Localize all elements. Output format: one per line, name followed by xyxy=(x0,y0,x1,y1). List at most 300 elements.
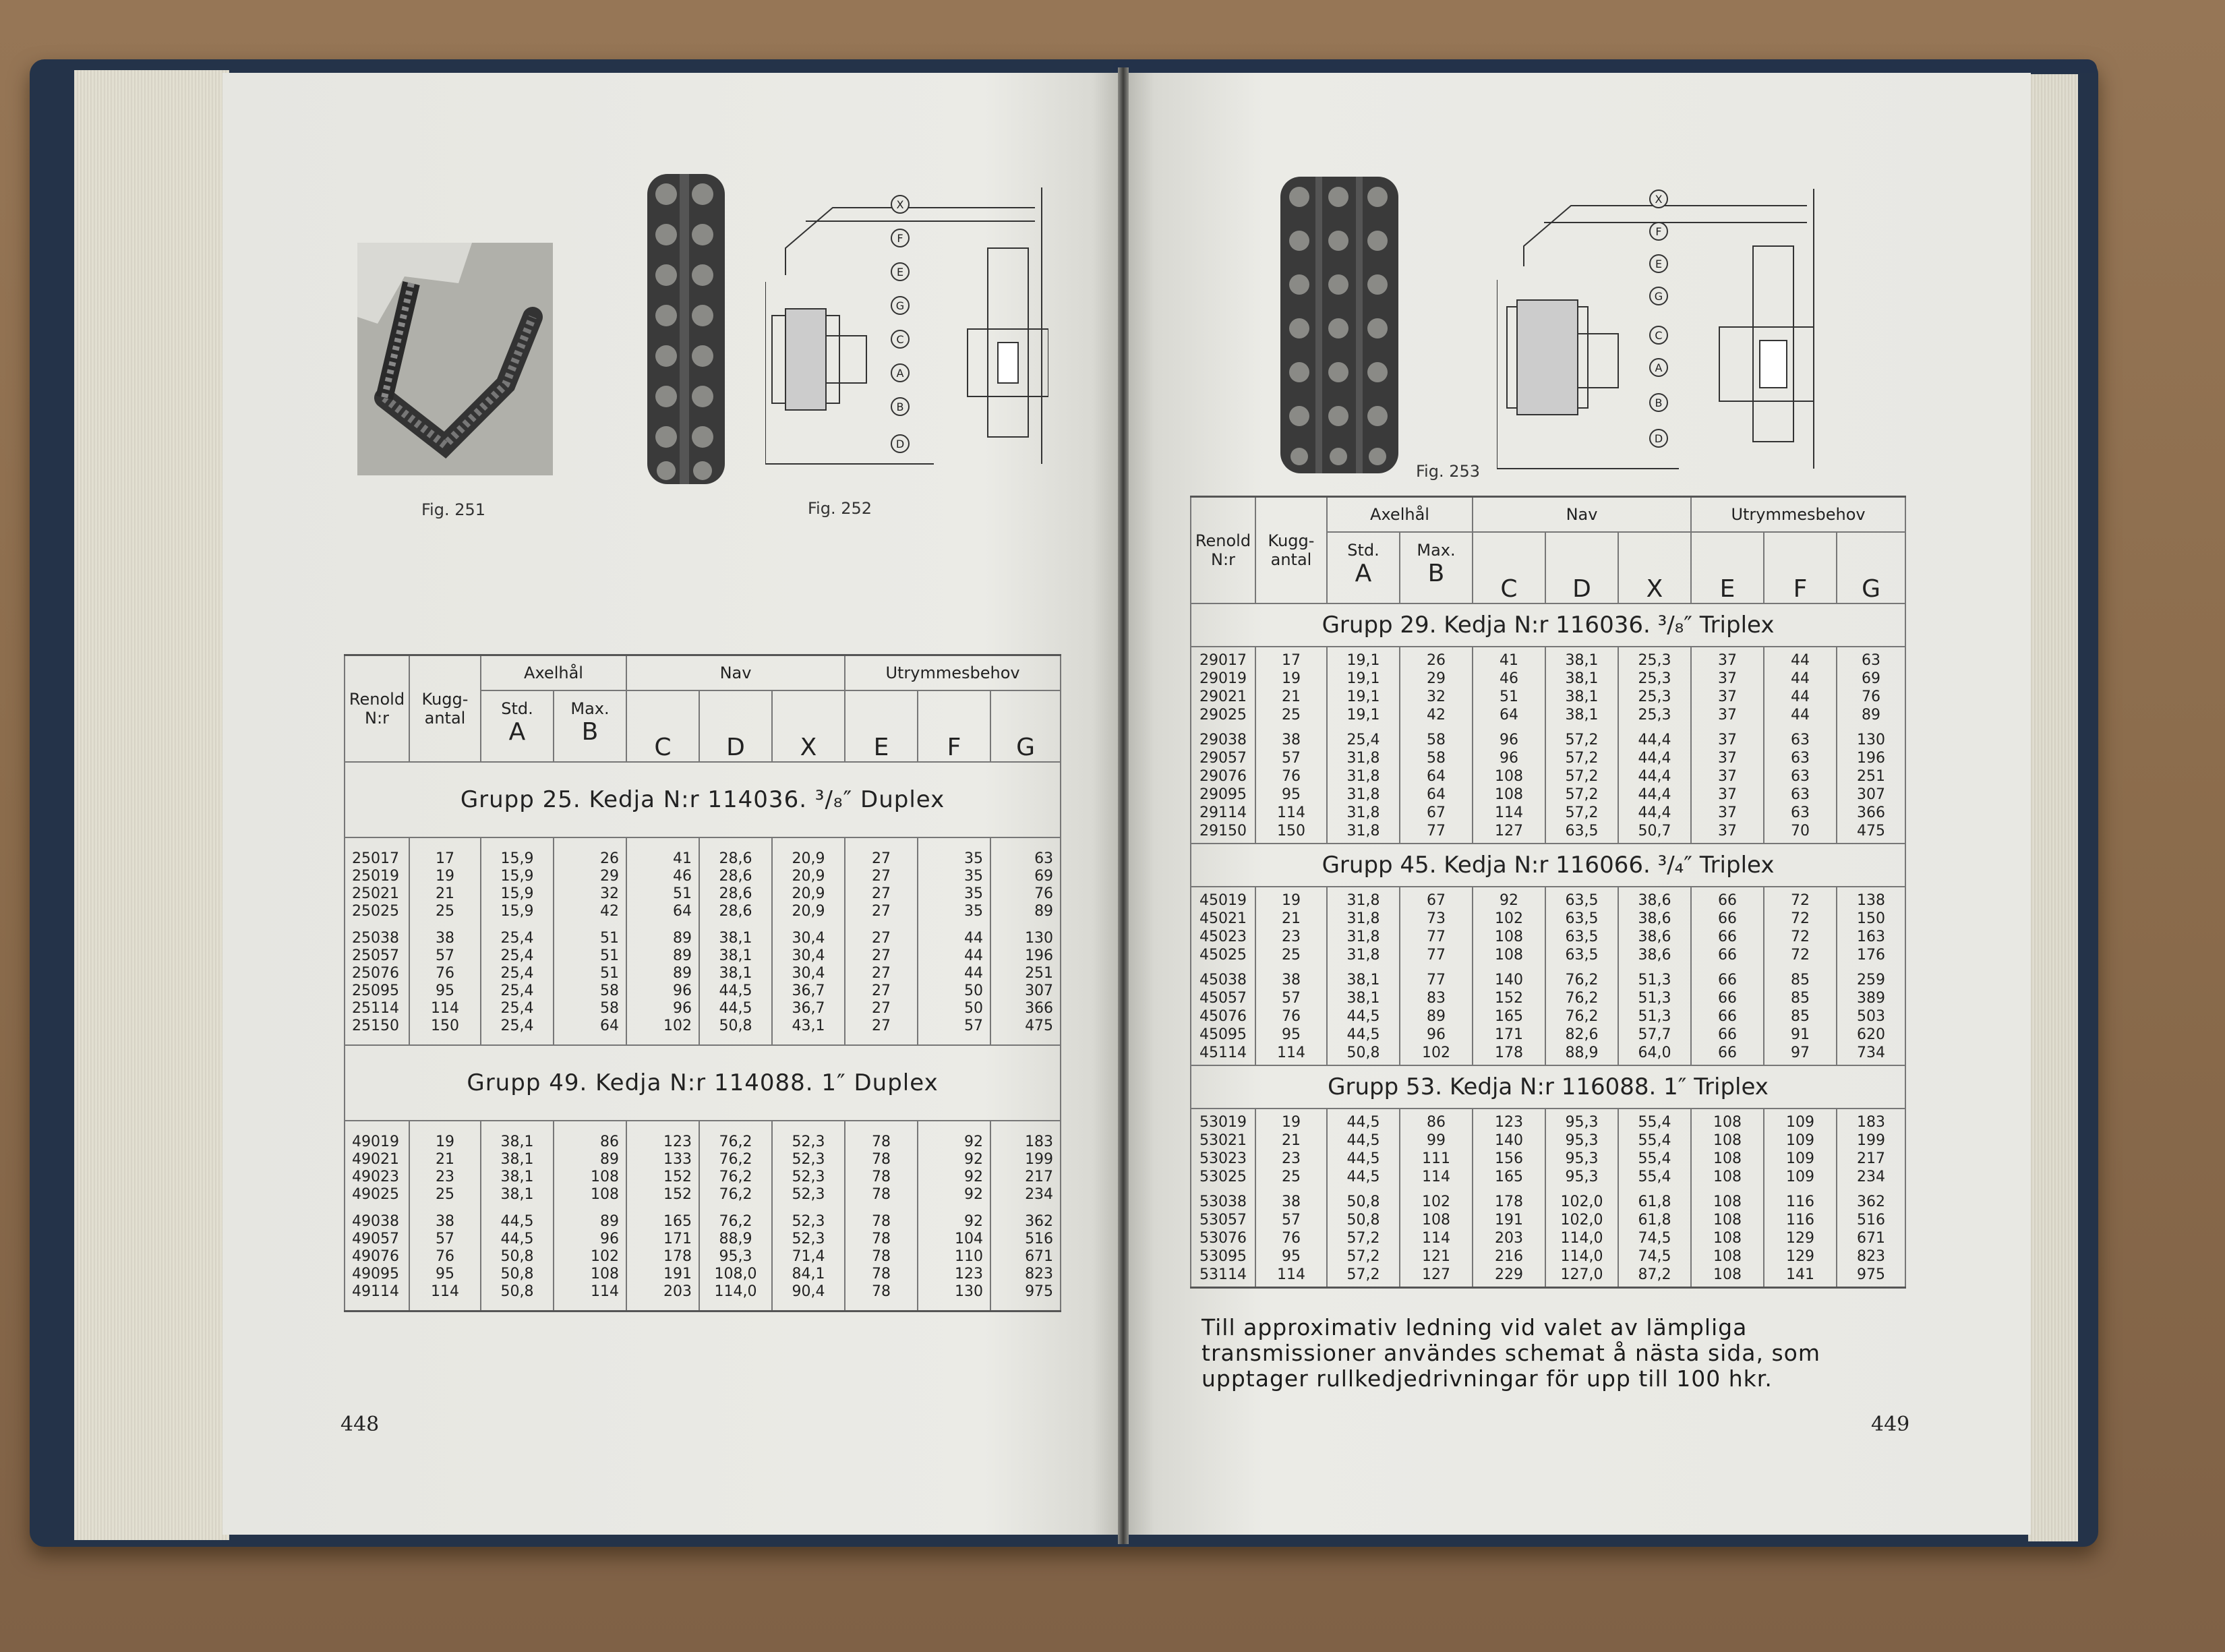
cell-c xyxy=(1473,647,1545,844)
table-row xyxy=(345,1121,1061,1311)
col-header-b: B xyxy=(554,718,626,762)
cell-value: 92 xyxy=(964,1133,984,1150)
fig-251-caption: Fig. 251 xyxy=(421,500,486,519)
cell-value: 141 xyxy=(1786,1266,1815,1283)
cell-value: 30,4 xyxy=(792,930,825,947)
cell-value: 44,5 xyxy=(1346,1026,1380,1043)
cell-value: 30,4 xyxy=(792,965,825,982)
cell-value: 823 xyxy=(1025,1266,1054,1282)
cell-value: 114 xyxy=(1495,804,1523,821)
cell-value: 45114 xyxy=(1199,1044,1247,1061)
cell-block xyxy=(554,1213,619,1310)
cell-value: 102 xyxy=(663,1017,692,1034)
cell-value: 183 xyxy=(1025,1133,1054,1150)
cell-value: 109 xyxy=(1786,1114,1815,1131)
cell-kugg xyxy=(409,837,481,1045)
cell-d xyxy=(1545,1109,1618,1288)
cell-block xyxy=(352,1213,409,1310)
cell-value: 64,0 xyxy=(1638,1044,1671,1061)
cell-value: 116 xyxy=(1786,1193,1815,1210)
cell-value: 38,1 xyxy=(719,965,752,982)
cell-value: 475 xyxy=(1025,1017,1054,1034)
cell-block xyxy=(1837,887,1905,967)
cell-e xyxy=(845,1121,918,1311)
cell-value: 108 xyxy=(1422,1212,1450,1229)
cell-block xyxy=(700,930,771,1044)
cell-value: 95 xyxy=(1282,1248,1301,1265)
cell-value: 77 xyxy=(1427,928,1446,945)
cell-value: 97 xyxy=(1791,1044,1810,1061)
cell-value: 72 xyxy=(1791,928,1810,945)
cell-value: 29038 xyxy=(1199,732,1247,748)
col-group-axelhal: Axelhål xyxy=(481,655,626,691)
diagram-label: X xyxy=(896,198,904,211)
cell-value: 150 xyxy=(431,1017,459,1034)
cell-value: 44,5 xyxy=(1346,1114,1380,1131)
cell-value: 50,8 xyxy=(1346,1212,1380,1229)
spec-table-body xyxy=(345,762,1061,1311)
col-group-utrymme: Utrymmesbehov xyxy=(845,655,1061,691)
diagram-label: E xyxy=(1655,258,1663,270)
col-header-x: X xyxy=(772,690,845,762)
cell-block xyxy=(773,1121,844,1213)
cell-value: 96 xyxy=(1500,732,1518,748)
cell-nr xyxy=(1191,647,1255,844)
cell-value: 44 xyxy=(1791,707,1810,724)
cell-value: 30,4 xyxy=(792,947,825,964)
cell-value: 26 xyxy=(1427,652,1446,669)
cell-block xyxy=(481,838,553,930)
cell-value: 38,6 xyxy=(1638,892,1671,909)
cell-value: 44,4 xyxy=(1638,768,1671,785)
cell-value: 70 xyxy=(1791,823,1810,839)
cell-block xyxy=(1764,967,1836,1065)
cell-value: 53025 xyxy=(1199,1169,1247,1185)
cell-value: 389 xyxy=(1857,990,1886,1007)
cell-value: 102,0 xyxy=(1560,1212,1603,1229)
cell-value: 74,5 xyxy=(1638,1230,1671,1247)
cell-value: 92 xyxy=(964,1151,984,1168)
cell-value: 67 xyxy=(1427,804,1446,821)
cell-value: 183 xyxy=(1857,1114,1886,1131)
fig-253-caption: Fig. 253 xyxy=(1416,462,1481,481)
cell-block xyxy=(1256,1189,1326,1287)
cell-value: 92 xyxy=(964,1169,984,1185)
cell-value: 130 xyxy=(1857,732,1886,748)
cell-value: 76,2 xyxy=(1565,1008,1599,1025)
cell-block xyxy=(1619,1189,1690,1287)
cell-value: 57 xyxy=(964,1017,984,1034)
cell-block xyxy=(1328,1109,1399,1189)
cell-value: 234 xyxy=(1857,1169,1886,1185)
col-header-f: F xyxy=(1764,532,1837,603)
cell-value: 109 xyxy=(1786,1169,1815,1185)
cell-value: 19 xyxy=(436,1133,454,1150)
group-title-row xyxy=(1191,603,1905,647)
cell-value: 78 xyxy=(872,1283,891,1300)
cell-block xyxy=(1473,727,1545,843)
cell-block xyxy=(1837,1189,1905,1287)
cell-value: 111 xyxy=(1422,1150,1450,1167)
cell-value: 108 xyxy=(1713,1266,1742,1283)
cell-value: 109 xyxy=(1786,1132,1815,1149)
cell-value: 63 xyxy=(1791,768,1810,785)
cell-value: 25150 xyxy=(352,1017,399,1034)
table-row xyxy=(1191,887,1905,1065)
cell-c xyxy=(626,837,699,1045)
cell-value: 78 xyxy=(872,1169,891,1185)
book-cover-edge xyxy=(1112,59,2097,73)
cell-value: 86 xyxy=(600,1133,619,1150)
cell-value: 29095 xyxy=(1199,786,1247,803)
cell-value: 52,3 xyxy=(792,1169,825,1185)
cell-value: 27 xyxy=(872,850,891,867)
cell-value: 96 xyxy=(673,1000,692,1017)
cell-value: 25,4 xyxy=(1346,732,1380,748)
cell-value: 42 xyxy=(1427,707,1446,724)
cell-value: 31,8 xyxy=(1346,804,1380,821)
spec-table-duplex xyxy=(344,654,1061,1312)
cell-value: 36,7 xyxy=(792,1000,825,1017)
cell-block xyxy=(1837,1109,1905,1189)
cell-value: 32 xyxy=(600,885,619,902)
cell-block xyxy=(773,838,844,930)
cell-e xyxy=(845,837,918,1045)
cell-f xyxy=(1764,647,1837,844)
cell-value: 516 xyxy=(1857,1212,1886,1229)
cell-value: 25,3 xyxy=(1638,688,1671,705)
cell-block xyxy=(627,930,692,1044)
cell-value: 44,5 xyxy=(1346,1008,1380,1025)
cell-value: 38,1 xyxy=(500,1186,534,1203)
cell-value: 108 xyxy=(1713,1212,1742,1229)
cell-value: 234 xyxy=(1025,1186,1054,1203)
cell-value: 108 xyxy=(1713,1150,1742,1167)
cell-value: 44 xyxy=(964,947,984,964)
cell-f xyxy=(918,1121,990,1311)
cell-value: 37 xyxy=(1718,823,1738,839)
cell-value: 63 xyxy=(1034,850,1054,867)
cell-value: 25017 xyxy=(352,850,399,867)
cell-value: 21 xyxy=(436,885,454,902)
cell-nr xyxy=(1191,887,1255,1065)
cell-value: 123 xyxy=(663,1133,692,1150)
cell-value: 156 xyxy=(1495,1150,1523,1167)
cell-value: 203 xyxy=(663,1283,692,1300)
cell-value: 108 xyxy=(1495,928,1523,945)
group-title: Grupp 49. Kedja N:r 114088. 1″ Duplex xyxy=(345,1045,1061,1121)
cell-value: 45023 xyxy=(1199,928,1247,945)
cell-value: 15,9 xyxy=(500,885,534,902)
cell-value: 96 xyxy=(1500,750,1518,767)
cell-block xyxy=(1546,727,1618,843)
cell-block xyxy=(1473,1189,1545,1287)
col-header-g: G xyxy=(990,690,1061,762)
cell-value: 52,3 xyxy=(792,1151,825,1168)
cell-c xyxy=(626,1121,699,1311)
cell-value: 49095 xyxy=(352,1266,399,1282)
cell-value: 53057 xyxy=(1199,1212,1247,1229)
cell-value: 21 xyxy=(1282,1132,1301,1149)
group-title: Grupp 25. Kedja N:r 114036. ³/₈″ Duplex xyxy=(345,762,1061,837)
cell-value: 95 xyxy=(436,1266,454,1282)
cell-value: 27 xyxy=(872,903,891,920)
cell-block xyxy=(991,1121,1053,1213)
cell-value: 76 xyxy=(1282,768,1301,785)
cell-c xyxy=(1473,887,1545,1065)
cell-value: 362 xyxy=(1025,1213,1054,1230)
cell-value: 83 xyxy=(1427,990,1446,1007)
cell-value: 61,8 xyxy=(1638,1212,1671,1229)
cell-d xyxy=(1545,887,1618,1065)
cell-kugg xyxy=(409,1121,481,1311)
cell-value: 171 xyxy=(663,1231,692,1247)
cell-value: 152 xyxy=(663,1186,692,1203)
cell-value: 165 xyxy=(1495,1008,1523,1025)
cell-value: 57,2 xyxy=(1346,1248,1380,1265)
cell-block xyxy=(1619,1109,1690,1189)
cell-value: 76,2 xyxy=(1565,972,1599,989)
cell-value: 27 xyxy=(872,885,891,902)
diagram-label: B xyxy=(1655,396,1663,409)
cell-value: 27 xyxy=(872,947,891,964)
page-number-left: 448 xyxy=(340,1413,380,1436)
cell-value: 19 xyxy=(1282,892,1301,909)
cell-value: 366 xyxy=(1025,1000,1054,1017)
cell-value: 66 xyxy=(1718,1026,1738,1043)
cell-value: 178 xyxy=(1495,1044,1523,1061)
cell-value: 72 xyxy=(1791,947,1810,964)
cell-value: 74,5 xyxy=(1638,1248,1671,1265)
cell-value: 176 xyxy=(1857,947,1886,964)
cell-value: 38,6 xyxy=(1638,928,1671,945)
cell-value: 50,8 xyxy=(719,1017,752,1034)
cell-value: 25,3 xyxy=(1638,670,1671,687)
cell-block xyxy=(1837,967,1905,1065)
cell-block xyxy=(1328,647,1399,727)
cell-block xyxy=(1692,727,1763,843)
cell-x xyxy=(1618,1109,1691,1288)
cell-value: 63 xyxy=(1862,652,1881,669)
col-header-g: G xyxy=(1837,532,1905,603)
cell-value: 95,3 xyxy=(1565,1132,1599,1149)
cell-block xyxy=(1692,887,1763,967)
cell-value: 58 xyxy=(1427,732,1446,748)
diagram-label: E xyxy=(896,266,904,278)
cell-value: 51 xyxy=(600,930,619,947)
cell-value: 38 xyxy=(1282,1193,1301,1210)
cell-value: 66 xyxy=(1718,947,1738,964)
cell-value: 31,8 xyxy=(1346,750,1380,767)
cell-block xyxy=(1191,887,1255,967)
cell-value: 25 xyxy=(436,1186,454,1203)
cell-block xyxy=(554,930,619,1044)
cell-value: 44,5 xyxy=(1346,1150,1380,1167)
group-title: Grupp 53. Kedja N:r 116088. 1″ Triplex xyxy=(1191,1065,1905,1109)
col-header-std: Std. xyxy=(1327,532,1400,560)
cell-block xyxy=(1473,647,1545,727)
cell-value: 64 xyxy=(1500,707,1518,724)
cell-value: 25,4 xyxy=(500,982,534,999)
cell-value: 51,3 xyxy=(1638,972,1671,989)
cell-block xyxy=(846,930,917,1044)
cell-value: 734 xyxy=(1857,1044,1886,1061)
cell-value: 57 xyxy=(1282,750,1301,767)
col-group-nav: Nav xyxy=(1473,497,1691,533)
cell-value: 23 xyxy=(1282,1150,1301,1167)
fig-253-chain-photo xyxy=(1276,177,1401,476)
spec-table-triplex xyxy=(1190,496,1906,1289)
cell-value: 57,2 xyxy=(1346,1230,1380,1247)
diagram-label: B xyxy=(896,401,904,413)
cell-value: 44,5 xyxy=(1346,1132,1380,1149)
cell-value: 50,7 xyxy=(1638,823,1671,839)
cell-block xyxy=(1191,967,1255,1065)
cell-value: 108 xyxy=(591,1186,619,1203)
cell-value: 66 xyxy=(1718,892,1738,909)
cell-value: 57 xyxy=(1282,1212,1301,1229)
cell-value: 95,3 xyxy=(1565,1150,1599,1167)
col-header-max: Max. xyxy=(554,690,626,718)
cell-value: 63 xyxy=(1791,786,1810,803)
cell-value: 96 xyxy=(1427,1026,1446,1043)
cell-value: 108,0 xyxy=(714,1266,757,1282)
cell-value: 36,7 xyxy=(792,982,825,999)
cell-block xyxy=(1546,1189,1618,1287)
cell-block xyxy=(1619,647,1690,727)
cell-block xyxy=(1256,1109,1326,1189)
cell-value: 140 xyxy=(1495,1132,1523,1149)
cell-value: 29150 xyxy=(1199,823,1247,839)
cell-value: 66 xyxy=(1718,1044,1738,1061)
cell-value: 95 xyxy=(1282,786,1301,803)
cell-value: 44,5 xyxy=(1346,1169,1380,1185)
cell-value: 19 xyxy=(436,868,454,885)
cell-value: 130 xyxy=(955,1283,984,1300)
cell-block xyxy=(1191,1109,1255,1189)
cell-value: 25,4 xyxy=(500,965,534,982)
cell-value: 63,5 xyxy=(1565,823,1599,839)
cell-value: 78 xyxy=(872,1151,891,1168)
cell-value: 138 xyxy=(1857,892,1886,909)
cell-value: 53021 xyxy=(1199,1132,1247,1149)
cell-value: 50,8 xyxy=(1346,1044,1380,1061)
cell-value: 53038 xyxy=(1199,1193,1247,1210)
cell-value: 87,2 xyxy=(1638,1266,1671,1283)
col-header-b: B xyxy=(1400,560,1473,603)
cell-value: 90,4 xyxy=(792,1283,825,1300)
cell-value: 76,2 xyxy=(719,1151,752,1168)
cell-block xyxy=(1473,1109,1545,1189)
spec-table-body xyxy=(1191,603,1905,1288)
cell-value: 37 xyxy=(1718,732,1738,748)
cell-value: 45057 xyxy=(1199,990,1247,1007)
col-header-c: C xyxy=(1473,532,1545,603)
cell-block xyxy=(700,1121,771,1213)
fig-252-chain-photo xyxy=(641,174,732,487)
cell-value: 25057 xyxy=(352,947,399,964)
col-header-kugg: Kugg- antal xyxy=(1255,497,1327,604)
cell-value: 114 xyxy=(1277,804,1305,821)
cell-value: 57,7 xyxy=(1638,1026,1671,1043)
cell-value: 77 xyxy=(1427,972,1446,989)
cell-value: 17 xyxy=(1282,652,1301,669)
cell-value: 58 xyxy=(600,982,619,999)
cell-value: 38,1 xyxy=(719,930,752,947)
cell-block xyxy=(1619,887,1690,967)
cell-value: 152 xyxy=(1495,990,1523,1007)
cell-block xyxy=(627,1121,692,1213)
cell-block xyxy=(1191,1189,1255,1287)
cell-block xyxy=(1256,887,1326,967)
cell-value: 27 xyxy=(872,868,891,885)
col-header-e: E xyxy=(1691,532,1764,603)
cell-value: 114 xyxy=(1422,1169,1450,1185)
cell-value: 57 xyxy=(436,1231,454,1247)
cell-value: 99 xyxy=(1427,1132,1446,1149)
cell-value: 89 xyxy=(1862,707,1881,724)
page-stack-left xyxy=(74,70,229,1540)
cell-value: 95 xyxy=(1282,1026,1301,1043)
cell-value: 114 xyxy=(431,1000,459,1017)
cell-value: 64 xyxy=(1427,786,1446,803)
cell-value: 19,1 xyxy=(1346,670,1380,687)
col-group-axelhal: Axelhål xyxy=(1327,497,1473,533)
cell-value: 114 xyxy=(591,1283,619,1300)
cell-block xyxy=(991,838,1053,930)
cell-value: 28,6 xyxy=(719,885,752,902)
cell-value: 38,1 xyxy=(500,1151,534,1168)
cell-value: 57,2 xyxy=(1565,786,1599,803)
cell-value: 31,8 xyxy=(1346,892,1380,909)
cell-value: 29019 xyxy=(1199,670,1247,687)
cell-value: 38,1 xyxy=(719,947,752,964)
cell-value: 116 xyxy=(1786,1212,1815,1229)
cell-value: 76 xyxy=(436,1248,454,1265)
cell-block xyxy=(1764,1109,1836,1189)
cell-value: 49023 xyxy=(352,1169,399,1185)
cell-value: 64 xyxy=(673,903,692,920)
cell-value: 38 xyxy=(436,1213,454,1230)
cell-value: 102 xyxy=(591,1248,619,1265)
cell-value: 20,9 xyxy=(792,868,825,885)
cell-block xyxy=(773,1213,844,1310)
diagram-label: F xyxy=(897,232,903,245)
cell-value: 38,1 xyxy=(1565,670,1599,687)
cell-value: 150 xyxy=(1277,823,1305,839)
cell-value: 25021 xyxy=(352,885,399,902)
cell-value: 163 xyxy=(1857,928,1886,945)
cell-x xyxy=(1618,887,1691,1065)
cell-value: 89 xyxy=(673,965,692,982)
cell-value: 31,8 xyxy=(1346,786,1380,803)
cell-value: 216 xyxy=(1495,1248,1523,1265)
cell-value: 53023 xyxy=(1199,1150,1247,1167)
cell-value: 19,1 xyxy=(1346,652,1380,669)
cell-value: 55,4 xyxy=(1638,1114,1671,1131)
cell-value: 38,1 xyxy=(500,1169,534,1185)
cell-nr xyxy=(345,837,409,1045)
cell-block xyxy=(481,1121,553,1213)
cell-value: 78 xyxy=(872,1213,891,1230)
diagram-label: A xyxy=(1655,361,1663,374)
cell-value: 76,2 xyxy=(719,1213,752,1230)
cell-value: 251 xyxy=(1857,768,1886,785)
cell-f xyxy=(1764,1109,1837,1288)
cell-value: 127,0 xyxy=(1560,1266,1603,1283)
cell-block xyxy=(1400,1109,1472,1189)
cell-block xyxy=(481,1213,553,1310)
